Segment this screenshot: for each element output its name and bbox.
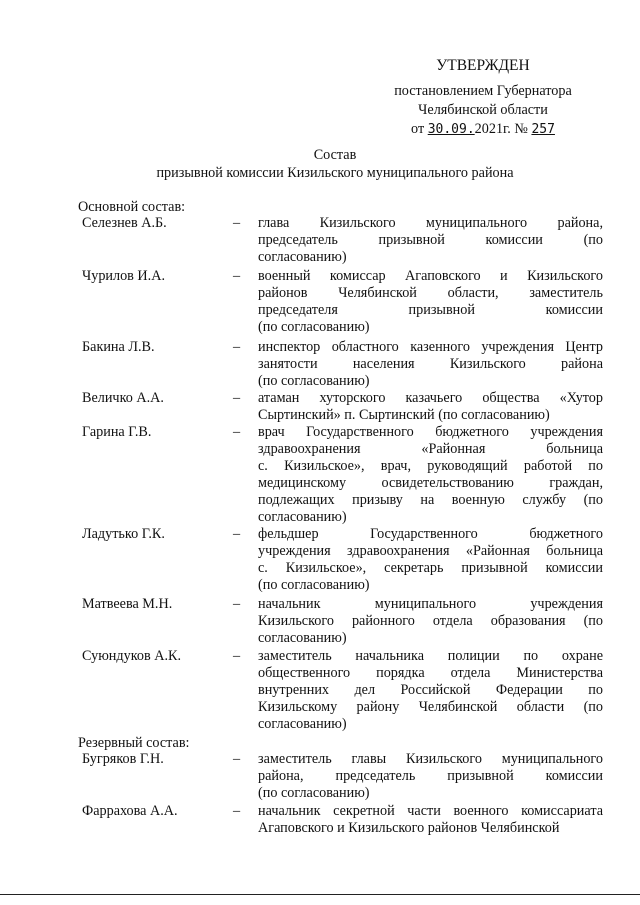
member-name: Ладутько Г.К. xyxy=(82,526,165,542)
member-name: Матвеева М.Н. xyxy=(82,596,173,612)
position-line: согласованию) xyxy=(258,249,347,265)
position-line: председатель призывной комиссии (по xyxy=(258,232,603,248)
position-line: занятости населения Кизильского района xyxy=(258,356,603,372)
member-position xyxy=(258,526,603,594)
position-line: военный комиссар Агаповского и Кизильского xyxy=(258,268,603,284)
position-line: района, председатель призывной комиссии xyxy=(258,768,603,784)
approval-date-line xyxy=(380,120,586,139)
position-line: фельдшер Государственного бюджетного xyxy=(258,526,603,542)
position-line: Сыртинский» п. Сыртинский (по согласованию) xyxy=(258,407,550,423)
position-line: инспектор областного казенного учреждения Центр xyxy=(258,339,603,355)
position-line: (по согласованию) xyxy=(258,577,370,593)
position-line: Кизильскому району Челябинской области (по xyxy=(258,699,603,715)
position-line: учреждения здравоохранения «Районная больница xyxy=(258,543,603,559)
approval-year-no: 2021г. № xyxy=(474,121,528,137)
member-dash: – xyxy=(233,648,241,664)
member-dash: – xyxy=(233,339,241,355)
position-line: начальник секретной части военного комиссариата xyxy=(258,803,603,819)
member-position xyxy=(258,751,603,802)
member-dash: – xyxy=(233,268,241,284)
position-line: здравоохранения «Районная больница xyxy=(258,441,603,457)
position-line: председателя призывной комиссии xyxy=(258,302,603,318)
approval-block xyxy=(380,56,586,139)
position-line: согласованию) xyxy=(258,630,347,646)
position-line: врач Государственного бюджетного учреждения xyxy=(258,424,603,440)
position-line: с. Кизильское», секретарь призывной комиссии xyxy=(258,560,603,576)
main-composition-label: Основной состав: xyxy=(78,199,186,215)
member-name: Гарина Г.В. xyxy=(82,424,152,440)
position-line: согласованию) xyxy=(258,509,347,525)
document-title xyxy=(120,146,550,182)
member-name: Бакина Л.В. xyxy=(82,339,155,355)
position-line: (по согласованию) xyxy=(258,785,370,801)
member-dash: – xyxy=(233,803,241,819)
member-dash: – xyxy=(233,526,241,542)
position-line: общественного порядка отдела Министерства xyxy=(258,665,603,681)
position-line: (по согласованию) xyxy=(258,319,370,335)
position-line: начальник муниципального учреждения xyxy=(258,596,603,612)
position-line: заместитель главы Кизильского муниципального xyxy=(258,751,603,767)
position-line: с. Кизильское», врач, руководящий работой по xyxy=(258,458,603,474)
member-position xyxy=(258,648,603,733)
position-line: согласованию) xyxy=(258,716,347,732)
member-position xyxy=(258,215,603,266)
position-line: Агаповского и Кизильского районов Челябинской xyxy=(258,820,560,836)
member-dash: – xyxy=(233,751,241,767)
member-position xyxy=(258,339,603,390)
position-line: (по согласованию) xyxy=(258,373,370,389)
position-line: внутренних дел Российской Федерации по xyxy=(258,682,603,698)
position-line: глава Кизильского муниципального района, xyxy=(258,215,603,231)
position-line: заместитель начальника полиции по охране xyxy=(258,648,603,664)
position-line: Кизильского районного отдела образования (по xyxy=(258,613,603,629)
reserve-composition-label: Резервный состав: xyxy=(78,735,190,751)
approval-line-1: постановлением Губернатора xyxy=(394,83,572,99)
member-dash: – xyxy=(233,424,241,440)
member-name: Чурилов И.А. xyxy=(82,268,166,284)
member-dash: – xyxy=(233,215,241,231)
page-edge-line xyxy=(0,894,640,895)
member-name: Селезнев А.Б. xyxy=(82,215,167,231)
position-line: районов Челябинской области, заместитель xyxy=(258,285,603,301)
member-dash: – xyxy=(233,390,241,406)
member-name: Бугряков Г.Н. xyxy=(82,751,164,767)
member-position xyxy=(258,390,603,424)
member-name: Суюндуков А.К. xyxy=(82,648,182,664)
position-line: медицинскому освидетельствованию граждан, xyxy=(258,475,603,491)
position-line: атаман хуторского казачьего общества «Хутор xyxy=(258,390,603,406)
member-position xyxy=(258,596,603,647)
approval-stamp: УТВЕРЖДЕН xyxy=(436,57,530,74)
title-line-1: Состав xyxy=(313,147,357,163)
approval-line-2: Челябинской области xyxy=(418,102,548,118)
member-name: Величко А.А. xyxy=(82,390,164,406)
approval-number: 257 xyxy=(531,122,555,137)
member-dash: – xyxy=(233,596,241,612)
member-name: Фаррахова А.А. xyxy=(82,803,178,819)
member-position xyxy=(258,803,603,837)
approval-prefix: от xyxy=(411,121,425,137)
approval-date: 30.09. xyxy=(427,122,475,137)
position-line: подлежащих призыву на военную службу (по xyxy=(258,492,603,508)
member-position xyxy=(258,268,603,336)
title-line-2: призывной комиссии Кизильского муниципального района xyxy=(156,165,514,181)
member-position xyxy=(258,424,603,526)
